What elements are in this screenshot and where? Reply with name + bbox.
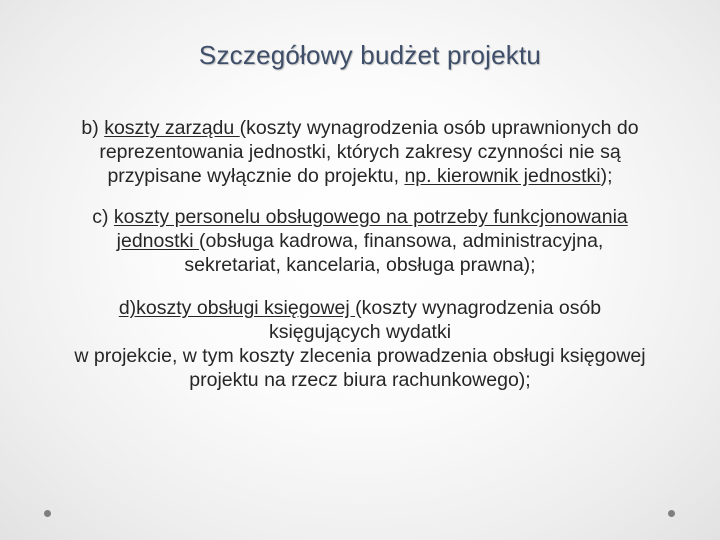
paragraph-c-prefix: c) xyxy=(92,206,114,228)
paragraph-d-text: (koszty wynagrodzenia osób księgujących wydatki xyxy=(268,297,602,343)
paragraph-c xyxy=(70,205,650,277)
paragraph-b-example: np. kierownik jednostki xyxy=(404,165,601,187)
paragraph-b-end: ); xyxy=(600,165,613,187)
paragraph-c-underlined-term: koszty personelu obsługowego na potrzeby funkcjonowania jednostki xyxy=(113,206,628,252)
paragraph-d-underlined-term: d)koszty obsługi księgowej xyxy=(118,297,356,319)
paragraph-c-text: (obsługa kadrowa, finansowa, administracyjna, sekretariat, kancelaria, obsługa prawna); xyxy=(184,230,604,276)
slide-body xyxy=(70,116,650,392)
decorative-dot-left xyxy=(44,510,51,517)
paragraph-b-text: (koszty wynagrodzenia osób uprawnionych do reprezentowania jednostki, których zakresy czynności nie są przypisane wyłącznie do projektu, xyxy=(99,117,639,187)
paragraph-d xyxy=(70,296,650,392)
paragraph-d-text-continued: w projekcie, w tym koszty zlecenia prowadzenia obsługi księgowej projektu na rzecz biura rachunkowego); xyxy=(74,345,646,391)
paragraph-b-prefix: b) xyxy=(81,117,105,139)
decorative-dot-right xyxy=(668,510,675,517)
paragraph-b-underlined-term: koszty zarządu xyxy=(104,117,240,139)
paragraph-b xyxy=(70,116,650,188)
slide-title: Szczegółowy budżet projektu xyxy=(198,40,542,70)
